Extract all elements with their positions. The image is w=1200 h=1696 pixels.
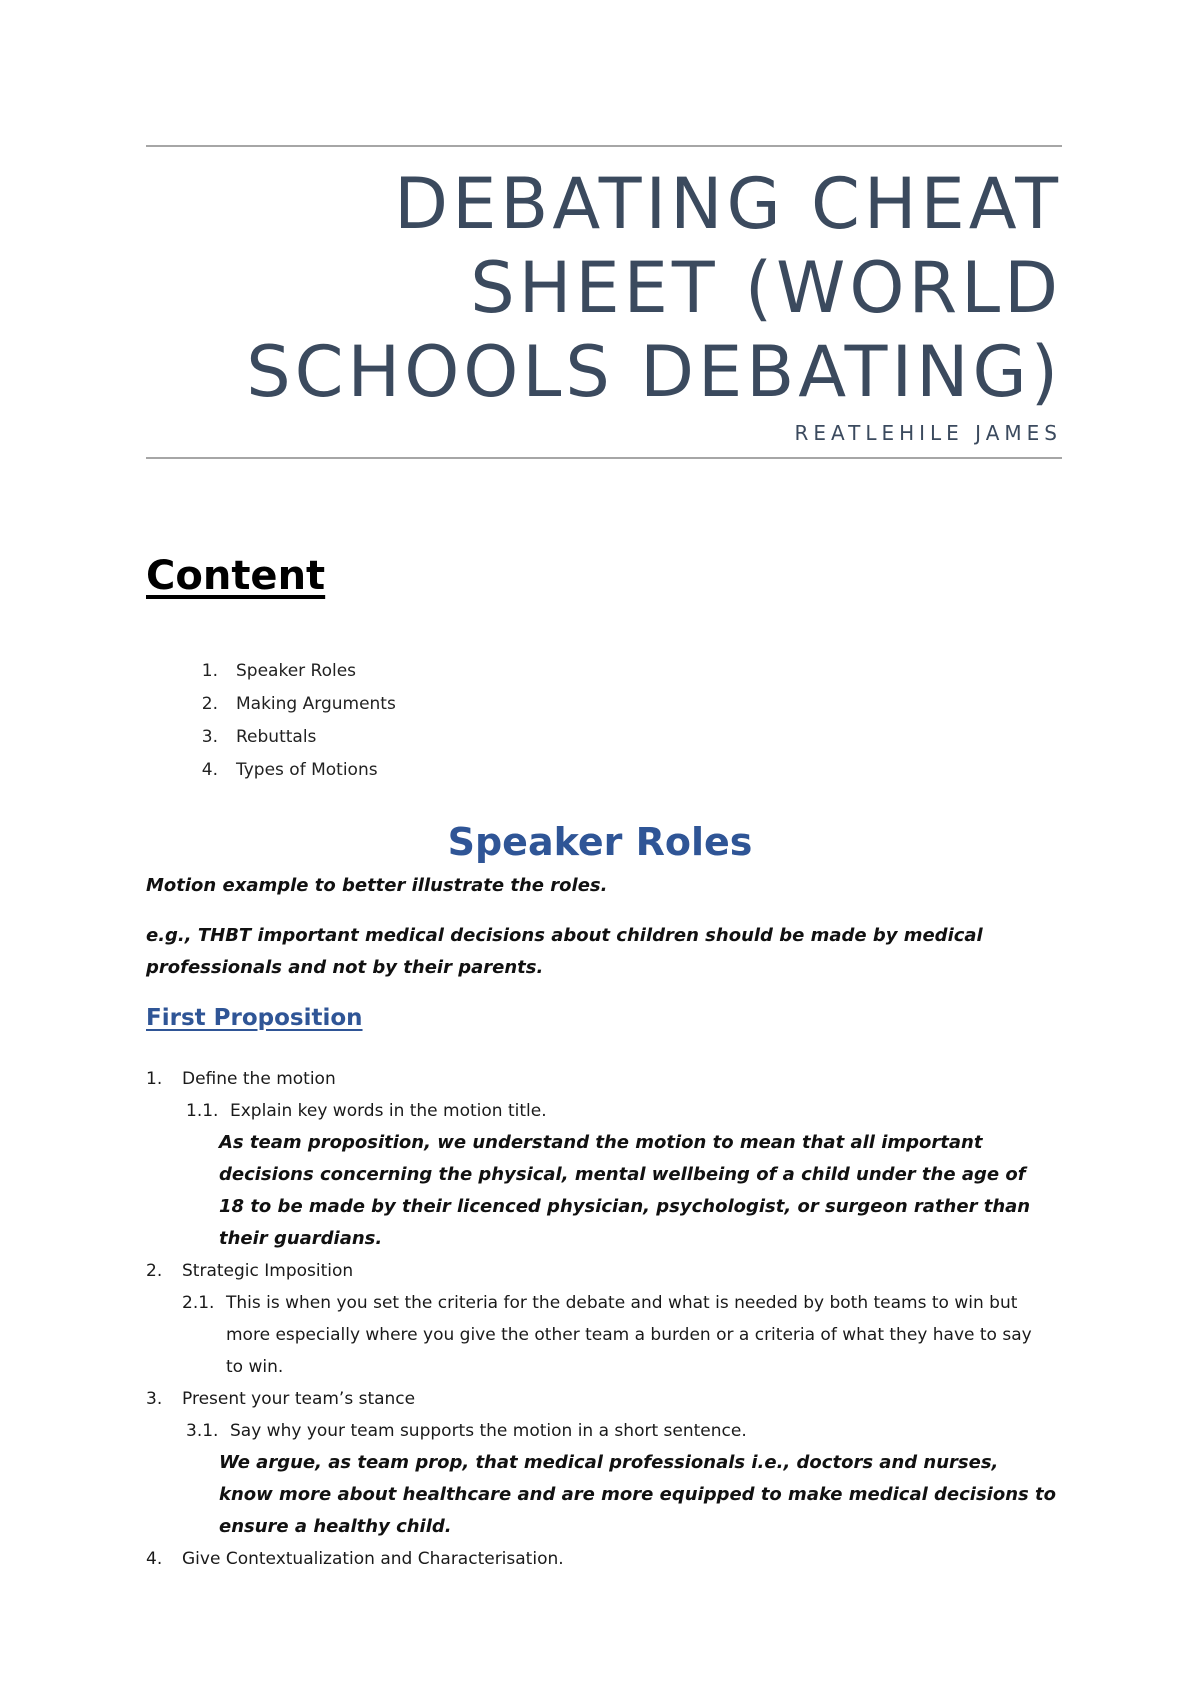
toc-item[interactable]: 3. Rebuttals (201, 727, 317, 747)
motion-example: e.g., THBT important medical decisions about children should be made by medical professionals and not by their parents. (146, 925, 983, 978)
list-item: 2. Strategic Imposition (146, 1261, 354, 1281)
title-bottom-rule (146, 457, 1062, 459)
first-proposition-list (146, 1063, 1066, 1575)
definition-example: As team proposition, we understand the motion to mean that all important decisions concerning the physical, mental wellbeing of a child under the age of 18 to be made by their licenced physician, psychologist, or surgeon rather than their guardians. (219, 1132, 1031, 1249)
document-title-line-2: SHEET (WORLD (470, 247, 1062, 329)
list-item: 1. Define the motion (146, 1069, 336, 1089)
title-top-rule (146, 145, 1062, 147)
stance-example: We argue, as team prop, that medical professionals i.e., doctors and nurses, know more about healthcare and are more equipped to make medical decisions to ensure a healthy child. (219, 1452, 1056, 1537)
document-author: REATLEHILE JAMES (794, 421, 1062, 445)
contents-heading: Content (146, 553, 326, 599)
list-item: 3. Present your team’s stance (146, 1389, 416, 1409)
first-proposition-heading: First Proposition (146, 1005, 363, 1031)
list-subitem: 1.1. Explain key words in the motion title. (186, 1101, 547, 1121)
list-subitem: 2.1. This is when you set the criteria for the debate and what is needed by both teams to win but more especially where you give the other team a burden or a criteria of what they have to say to win. (182, 1293, 1032, 1377)
toc-item[interactable]: 4. Types of Motions (201, 760, 378, 780)
document-title-line-1: DEBATING CHEAT (394, 163, 1062, 245)
motion-intro: Motion example to better illustrate the roles. (146, 875, 608, 896)
document-title-line-3: SCHOOLS DEBATING) (246, 331, 1062, 413)
list-item: 4. Give Contextualization and Characterisation. (146, 1549, 564, 1569)
toc-item[interactable]: 2. Making Arguments (201, 694, 396, 714)
toc-item[interactable]: 1. Speaker Roles (201, 661, 357, 681)
list-subitem: 3.1. Say why your team supports the motion in a short sentence. (186, 1421, 747, 1441)
document-title-block (146, 162, 1062, 446)
speaker-roles-title: Speaker Roles (447, 820, 753, 864)
table-of-contents (146, 655, 396, 787)
